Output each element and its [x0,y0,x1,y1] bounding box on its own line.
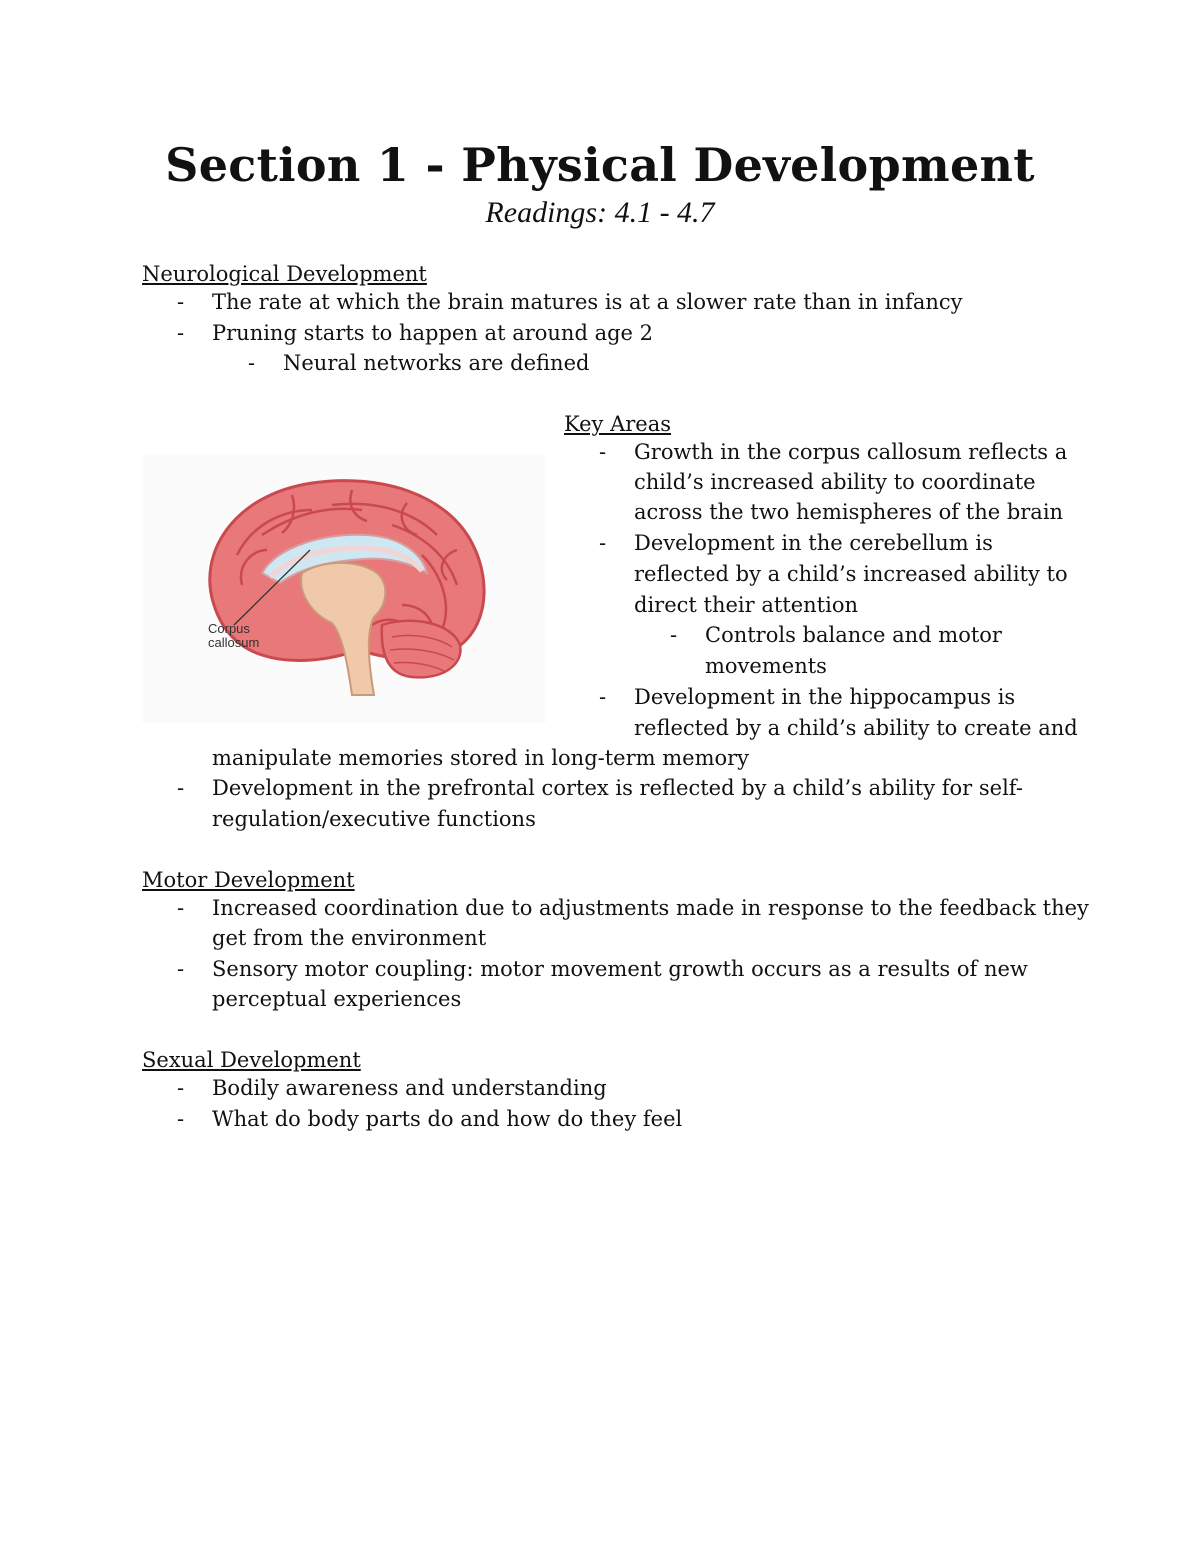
figure-label-line2: callosum [208,635,260,650]
bullet-text: The rate at which the brain matures is at a slower rate than in infancy [212,290,963,314]
bullet-text: Growth in the corpus callosum reflects a [634,440,1068,464]
bullet-text-cont: across the two hemispheres of the brain [634,500,1064,524]
bullet-text: Increased coordination due to adjustments made in response to the feedback they [212,896,1089,920]
sub-bullet-text-cont: movements [705,654,827,678]
bullet-text-cont: regulation/executive functions [212,807,536,831]
sub-bullet-dash: - [670,623,678,647]
sub-bullet-dash: - [248,351,256,375]
bullet-dash: - [177,290,185,314]
key-areas-heading: Key Areas [564,412,672,436]
bullet-dash: - [177,1107,185,1131]
sub-bullet-text: Controls balance and motor [705,623,1002,647]
bullet-dash: - [599,531,607,555]
bullet-text-cont: manipulate memories stored in long-term memory [212,746,750,770]
section-heading-motor: Motor Development [142,868,355,892]
bullet-text: Sensory motor coupling: motor movement growth occurs as a results of new [212,957,1028,981]
bullet-text-cont: reflected by a child’s increased ability to [634,562,1068,586]
bullet-text: Pruning starts to happen at around age 2 [212,321,653,345]
brain-illustration [142,455,546,723]
bullet-dash: - [177,776,185,800]
brain-figure [142,455,546,723]
bullet-text-cont: get from the environment [212,926,487,950]
page-subtitle: Readings: 4.1 - 4.7 [485,196,715,229]
section-heading-neurological: Neurological Development [142,262,427,286]
bullet-dash: - [177,321,185,345]
bullet-dash: - [599,685,607,709]
bullet-dash: - [177,957,185,981]
bullet-text: Development in the prefrontal cortex is reflected by a child’s ability for self- [212,776,1023,800]
section-heading-sexual: Sexual Development [142,1048,361,1072]
bullet-dash: - [177,896,185,920]
figure-label-line1: Corpus [208,621,250,636]
bullet-text: Bodily awareness and understanding [212,1076,607,1100]
bullet-text-cont: perceptual experiences [212,987,462,1011]
bullet-text-cont: reflected by a child’s ability to create and [634,716,1078,740]
bullet-text: Development in the hippocampus is [634,685,1016,709]
bullet-dash: - [177,1076,185,1100]
bullet-text-cont: child’s increased ability to coordinate [634,470,1036,494]
bullet-text-cont: direct their attention [634,593,858,617]
bullet-dash: - [599,440,607,464]
sub-bullet-text: Neural networks are defined [283,351,590,375]
bullet-text: What do body parts do and how do they feel [212,1107,683,1131]
bullet-text: Development in the cerebellum is [634,531,993,555]
page-title: Section 1 - Physical Development [165,138,1035,192]
